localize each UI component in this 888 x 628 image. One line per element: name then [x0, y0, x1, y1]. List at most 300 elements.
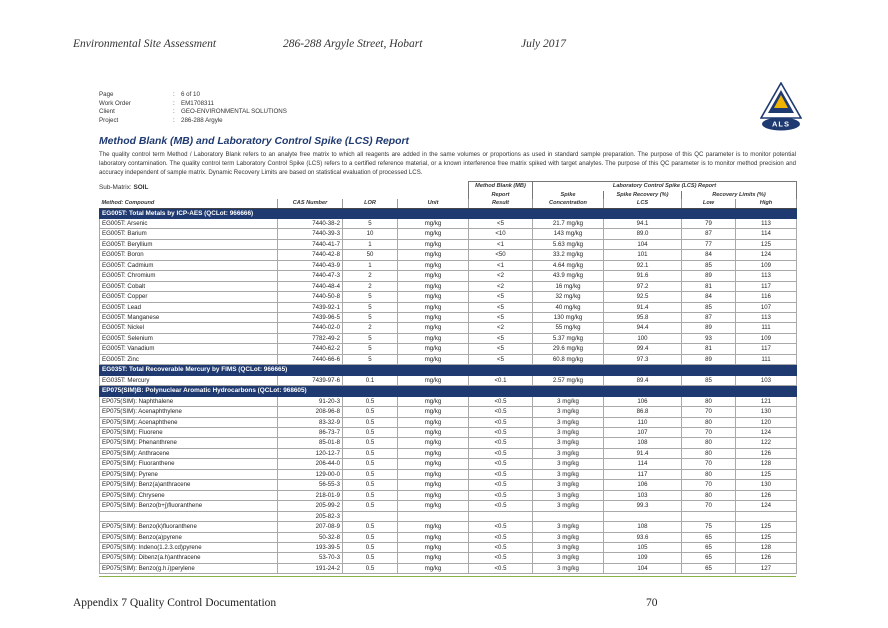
lor-cell: 50 [343, 250, 398, 260]
lcs-recovery-cell: 86.8 [604, 407, 682, 417]
limit-high-cell: 125 [736, 532, 797, 542]
column-header: LCS [604, 199, 682, 208]
lor-cell: 0.5 [343, 553, 398, 563]
spike-concentration-cell: 5.37 mg/kg [533, 333, 604, 343]
table-row [100, 218, 797, 228]
limit-high-cell: 130 [736, 407, 797, 417]
limit-low-cell: 84 [682, 250, 736, 260]
unit-cell: mg/kg [398, 250, 469, 260]
spike-concentration-cell: 32 mg/kg [533, 292, 604, 302]
unit-cell: mg/kg [398, 396, 469, 406]
lcs-recovery-cell: 97.3 [604, 354, 682, 364]
unit-cell: mg/kg [398, 553, 469, 563]
compound-cell: EG005T: Chromium [100, 271, 278, 281]
mb-result-cell: <2 [469, 271, 533, 281]
cas-number-cell: 205-82-3 [278, 511, 343, 521]
lor-cell: 0.5 [343, 417, 398, 427]
limit-high-cell: 113 [736, 313, 797, 323]
table-subgroup-header-row [100, 191, 797, 200]
table-row [100, 292, 797, 302]
limit-high-cell: 126 [736, 553, 797, 563]
unit-cell: mg/kg [398, 281, 469, 291]
limit-low-cell: 89 [682, 271, 736, 281]
lor-cell: 1 [343, 260, 398, 270]
unit-cell: mg/kg [398, 448, 469, 458]
limit-high-cell: 116 [736, 292, 797, 302]
table-row [100, 281, 797, 291]
mb-result-cell: <5 [469, 292, 533, 302]
limit-high-cell [736, 511, 797, 521]
column-header: Unit [398, 199, 469, 208]
lcs-recovery-cell: 108 [604, 522, 682, 532]
section-title: EG005T: Total Metals by ICP-AES (QCLot: 966666) [100, 208, 797, 218]
spike-concentration-cell: 3 mg/kg [533, 396, 604, 406]
lcs-recovery-cell: 95.8 [604, 313, 682, 323]
limit-low-cell: 70 [682, 407, 736, 417]
table-group-header-row [100, 182, 797, 191]
spike-concentration-cell: 3 mg/kg [533, 469, 604, 479]
lcs-recovery-cell: 108 [604, 438, 682, 448]
mb-result-cell: <0.5 [469, 417, 533, 427]
compound-cell: EG005T: Cobalt [100, 281, 278, 291]
mb-result-cell: <0.5 [469, 490, 533, 500]
mb-result-cell: <0.5 [469, 459, 533, 469]
cas-number-cell: 56-55-3 [278, 480, 343, 490]
spike-concentration-cell: 3 mg/kg [533, 417, 604, 427]
limit-high-cell: 111 [736, 354, 797, 364]
spike-concentration-cell: 3 mg/kg [533, 532, 604, 542]
compound-cell: EG005T: Arsenic [100, 218, 278, 228]
unit-cell: mg/kg [398, 302, 469, 312]
cas-number-cell: 7440-41-7 [278, 239, 343, 249]
table-row [100, 396, 797, 406]
cas-number-cell: 7440-62-2 [278, 344, 343, 354]
spike-concentration-cell: 3 mg/kg [533, 448, 604, 458]
table-row [100, 522, 797, 532]
table-row [100, 239, 797, 249]
group-header-method-blank: Method Blank (MB) [469, 182, 533, 191]
header-report-name: Environmental Site Assessment [73, 38, 217, 50]
section-header-row [100, 365, 797, 375]
mb-result-cell: <5 [469, 344, 533, 354]
limit-high-cell: 130 [736, 480, 797, 490]
table-row [100, 553, 797, 563]
mb-result-cell: <50 [469, 250, 533, 260]
spike-concentration-cell: 3 mg/kg [533, 501, 604, 511]
table-row [100, 469, 797, 479]
unit-cell: mg/kg [398, 354, 469, 364]
limit-high-cell: 103 [736, 375, 797, 385]
table-row [100, 428, 797, 438]
lcs-recovery-cell: 106 [604, 480, 682, 490]
column-header: LOR [343, 199, 398, 208]
unit-cell: mg/kg [398, 417, 469, 427]
lcs-recovery-cell: 104 [604, 563, 682, 573]
lcs-recovery-cell: 104 [604, 239, 682, 249]
limit-low-cell: 80 [682, 396, 736, 406]
qc-table-body [100, 208, 797, 574]
cas-number-cell: 7440-47-3 [278, 271, 343, 281]
limit-low-cell: 70 [682, 459, 736, 469]
mb-result-cell: <0.5 [469, 553, 533, 563]
lcs-recovery-cell: 97.2 [604, 281, 682, 291]
footer-page-number: 70 [646, 597, 658, 609]
compound-cell: EP075(SIM): Benzo(g.h.i)perylene [100, 563, 278, 573]
unit-cell: mg/kg [398, 239, 469, 249]
mb-result-cell: <0.5 [469, 543, 533, 553]
unit-cell: mg/kg [398, 522, 469, 532]
table-row [100, 333, 797, 343]
compound-cell: EP075(SIM): Benzo(a)pyrene [100, 532, 278, 542]
section-title: EG035T: Total Recoverable Mercury by FIMS (QCLot: 966665) [100, 365, 797, 375]
lor-cell: 0.5 [343, 480, 398, 490]
compound-cell: EP075(SIM): Anthracene [100, 448, 278, 458]
unit-cell: mg/kg [398, 563, 469, 573]
mb-result-cell: <0.5 [469, 532, 533, 542]
compound-cell: EP075(SIM): Benzo(b+j)fluoranthene [100, 501, 278, 511]
cas-number-cell: 7439-96-5 [278, 313, 343, 323]
lor-cell: 5 [343, 333, 398, 343]
limit-high-cell: 128 [736, 543, 797, 553]
spike-concentration-cell: 130 mg/kg [533, 313, 604, 323]
meta-value: EM1708311 [181, 99, 214, 107]
unit-cell: mg/kg [398, 271, 469, 281]
limit-low-cell: 87 [682, 229, 736, 239]
spike-concentration-cell: 5.63 mg/kg [533, 239, 604, 249]
cas-number-cell: 7440-42-8 [278, 250, 343, 260]
mb-result-cell: <0.5 [469, 469, 533, 479]
lor-cell: 5 [343, 218, 398, 228]
footer-rule [99, 576, 796, 577]
cas-number-cell: 7439-92-1 [278, 302, 343, 312]
mb-result-cell: <0.5 [469, 396, 533, 406]
limit-low-cell: 85 [682, 260, 736, 270]
cas-number-cell: 218-01-9 [278, 490, 343, 500]
unit-cell: mg/kg [398, 333, 469, 343]
cas-number-cell: 206-44-0 [278, 459, 343, 469]
table-row [100, 250, 797, 260]
limit-high-cell: 109 [736, 333, 797, 343]
limit-high-cell: 120 [736, 417, 797, 427]
lcs-recovery-cell: 100 [604, 333, 682, 343]
unit-cell: mg/kg [398, 344, 469, 354]
compound-cell: EP075(SIM): Pyrene [100, 469, 278, 479]
cas-number-cell: 7440-39-3 [278, 229, 343, 239]
spike-concentration-cell: 55 mg/kg [533, 323, 604, 333]
spike-concentration-cell: 60.8 mg/kg [533, 354, 604, 364]
mb-result-cell: <5 [469, 218, 533, 228]
lcs-recovery-cell: 94.1 [604, 218, 682, 228]
table-row [100, 459, 797, 469]
unit-cell: mg/kg [398, 428, 469, 438]
lcs-recovery-cell: 91.6 [604, 271, 682, 281]
limit-high-cell: 125 [736, 522, 797, 532]
limit-high-cell: 114 [736, 229, 797, 239]
spike-concentration-cell: 4.64 mg/kg [533, 260, 604, 270]
intro-paragraph: The quality control term Method / Laboratory Blank refers to an analyte free matrix to which all reagents are added in the same volumes or proportions as used in standard sample preparation. The purpose of this QC parameter is to monitor potential laboratory contamination. The quality control term Laboratory Control Spike (LCS) refers to a certified reference material, or a known interference free matrix spiked with target analytes. The purpose of this QC parameter is to monitor method precision and accuracy independent of sample matrix. Dynamic Recovery Limits are based on statistical evaluation of processed LCS. [99, 151, 796, 176]
lor-cell: 0.5 [343, 428, 398, 438]
cas-number-cell: 7440-66-6 [278, 354, 343, 364]
lcs-recovery-cell: 109 [604, 553, 682, 563]
spike-concentration-cell: 3 mg/kg [533, 428, 604, 438]
lor-cell: 2 [343, 271, 398, 281]
cas-number-cell: 208-96-8 [278, 407, 343, 417]
cas-number-cell: 129-00-0 [278, 469, 343, 479]
compound-cell: EP075(SIM): Naphthalene [100, 396, 278, 406]
limit-low-cell: 80 [682, 469, 736, 479]
sub-matrix-value: SOIL [133, 184, 149, 191]
section-title: EP075(SIM)B: Polynuclear Aromatic Hydrocarbons (QCLot: 968605) [100, 386, 797, 396]
lor-cell: 5 [343, 302, 398, 312]
cas-number-cell: 7439-97-6 [278, 375, 343, 385]
unit-cell: mg/kg [398, 469, 469, 479]
table-column-header-row [100, 199, 797, 208]
spike-concentration-cell: 43.9 mg/kg [533, 271, 604, 281]
mb-result-cell: <5 [469, 333, 533, 343]
spike-concentration-cell: 3 mg/kg [533, 553, 604, 563]
column-header: Concentration [533, 199, 604, 208]
limit-high-cell: 113 [736, 271, 797, 281]
lcs-recovery-cell: 114 [604, 459, 682, 469]
compound-cell [100, 511, 278, 521]
subgroup-header-spike: Spike [533, 191, 604, 200]
meta-row-project: Project : 286-288 Argyle [99, 116, 223, 124]
limit-high-cell: 126 [736, 448, 797, 458]
compound-cell: EP075(SIM): Acenaphthylene [100, 407, 278, 417]
lor-cell: 0.5 [343, 469, 398, 479]
compound-cell: EG005T: Zinc [100, 354, 278, 364]
lor-cell: 0.5 [343, 501, 398, 511]
spike-concentration-cell: 143 mg/kg [533, 229, 604, 239]
meta-label: Project [99, 116, 119, 124]
lor-cell: 0.5 [343, 407, 398, 417]
compound-cell: EP075(SIM): Indeno(1.2.3.cd)pyrene [100, 543, 278, 553]
cas-number-cell: 191-24-2 [278, 563, 343, 573]
unit-cell: mg/kg [398, 313, 469, 323]
mb-result-cell: <0.1 [469, 375, 533, 385]
spike-concentration-cell: 3 mg/kg [533, 480, 604, 490]
limit-low-cell: 70 [682, 480, 736, 490]
table-row [100, 438, 797, 448]
lcs-recovery-cell: 89.0 [604, 229, 682, 239]
report-title: Method Blank (MB) and Laboratory Control Spike (LCS) Report [99, 136, 409, 147]
compound-cell: EG005T: Nickel [100, 323, 278, 333]
table-row [100, 344, 797, 354]
mb-result-cell: <2 [469, 323, 533, 333]
table-row [100, 354, 797, 364]
limit-low-cell: 87 [682, 313, 736, 323]
mb-result-cell: <0.5 [469, 438, 533, 448]
spike-concentration-cell: 21.7 mg/kg [533, 218, 604, 228]
compound-cell: EG005T: Beryllium [100, 239, 278, 249]
unit-cell: mg/kg [398, 292, 469, 302]
table-row [100, 407, 797, 417]
lor-cell: 0.5 [343, 532, 398, 542]
lor-cell: 0.5 [343, 522, 398, 532]
mb-result-cell: <2 [469, 281, 533, 291]
limit-low-cell: 65 [682, 543, 736, 553]
spike-concentration-cell: 3 mg/kg [533, 459, 604, 469]
section-header-row [100, 208, 797, 218]
spike-concentration-cell: 3 mg/kg [533, 563, 604, 573]
compound-cell: EP075(SIM): Chrysene [100, 490, 278, 500]
table-row [100, 417, 797, 427]
limit-high-cell: 121 [736, 396, 797, 406]
compound-cell: EG035T: Mercury [100, 375, 278, 385]
table-row [100, 375, 797, 385]
table-row [100, 260, 797, 270]
meta-label: Work Order [99, 99, 131, 107]
cas-number-cell: 50-32-8 [278, 532, 343, 542]
sub-matrix-label: Sub-Matrix: [99, 184, 132, 191]
compound-cell: EP075(SIM): Benzo(k)fluoranthene [100, 522, 278, 532]
limit-high-cell: 125 [736, 239, 797, 249]
lcs-recovery-cell: 94.4 [604, 323, 682, 333]
limit-high-cell: 122 [736, 438, 797, 448]
lor-cell [343, 511, 398, 521]
limit-high-cell: 124 [736, 501, 797, 511]
unit-cell: mg/kg [398, 438, 469, 448]
limit-low-cell: 81 [682, 344, 736, 354]
unit-cell: mg/kg [398, 480, 469, 490]
compound-cell: EP075(SIM): Fluorene [100, 428, 278, 438]
meta-value: 286-288 Argyle [181, 116, 223, 124]
limit-low-cell: 80 [682, 438, 736, 448]
table-row [100, 563, 797, 573]
limit-low-cell: 70 [682, 428, 736, 438]
spike-concentration-cell: 40 mg/kg [533, 302, 604, 312]
limit-low-cell: 80 [682, 490, 736, 500]
lcs-recovery-cell: 92.1 [604, 260, 682, 270]
cas-number-cell: 193-39-5 [278, 543, 343, 553]
compound-cell: EG005T: Barium [100, 229, 278, 239]
cas-number-cell: 86-73-7 [278, 428, 343, 438]
unit-cell [398, 511, 469, 521]
limit-low-cell: 70 [682, 501, 736, 511]
mb-result-cell: <5 [469, 302, 533, 312]
lcs-recovery-cell: 91.4 [604, 302, 682, 312]
compound-cell: EG005T: Copper [100, 292, 278, 302]
footer-appendix-title: Appendix 7 Quality Control Documentation [73, 597, 277, 609]
limit-high-cell: 109 [736, 260, 797, 270]
compound-cell: EG005T: Boron [100, 250, 278, 260]
cas-number-cell: 7440-38-2 [278, 218, 343, 228]
spike-concentration-cell: 33.2 mg/kg [533, 250, 604, 260]
lcs-recovery-cell: 117 [604, 469, 682, 479]
lcs-recovery-cell: 99.4 [604, 344, 682, 354]
cas-number-cell: 7440-43-9 [278, 260, 343, 270]
mb-result-cell: <5 [469, 354, 533, 364]
page-header [73, 38, 833, 54]
limit-low-cell: 80 [682, 448, 736, 458]
unit-cell: mg/kg [398, 218, 469, 228]
table-row [100, 532, 797, 542]
lor-cell: 0.5 [343, 543, 398, 553]
subgroup-header-spike-recovery: Spike Recovery (%) [604, 191, 682, 200]
lor-cell: 2 [343, 323, 398, 333]
limit-high-cell: 107 [736, 302, 797, 312]
table-row [100, 302, 797, 312]
header-site-address: 286-288 Argyle Street, Hobart [283, 38, 423, 50]
meta-row-client: Client : GEO-ENVIRONMENTAL SOLUTIONS [99, 108, 287, 116]
unit-cell: mg/kg [398, 375, 469, 385]
mb-result-cell: <0.5 [469, 407, 533, 417]
limit-low-cell: 75 [682, 522, 736, 532]
cas-number-cell: 120-12-7 [278, 448, 343, 458]
lor-cell: 0.5 [343, 459, 398, 469]
limit-low-cell: 89 [682, 354, 736, 364]
cas-number-cell: 205-99-2 [278, 501, 343, 511]
mb-result-cell: <0.5 [469, 448, 533, 458]
limit-high-cell: 117 [736, 344, 797, 354]
unit-cell: mg/kg [398, 323, 469, 333]
cas-number-cell: 7440-48-4 [278, 281, 343, 291]
spike-concentration-cell [533, 511, 604, 521]
spike-concentration-cell: 3 mg/kg [533, 490, 604, 500]
limit-low-cell: 80 [682, 417, 736, 427]
unit-cell: mg/kg [398, 229, 469, 239]
cas-number-cell: 85-01-8 [278, 438, 343, 448]
lcs-recovery-cell: 101 [604, 250, 682, 260]
spike-concentration-cell: 3 mg/kg [533, 438, 604, 448]
limit-low-cell: 81 [682, 281, 736, 291]
compound-cell: EP075(SIM): Benz(a)anthracene [100, 480, 278, 490]
lcs-recovery-cell: 107 [604, 428, 682, 438]
table-row [100, 543, 797, 553]
lor-cell: 0.1 [343, 375, 398, 385]
limit-low-cell: 89 [682, 323, 736, 333]
spike-concentration-cell: 3 mg/kg [533, 522, 604, 532]
lor-cell: 5 [343, 313, 398, 323]
column-header: Result [469, 199, 533, 208]
logo-text: ALS [772, 119, 790, 129]
limit-low-cell: 65 [682, 532, 736, 542]
unit-cell: mg/kg [398, 543, 469, 553]
lcs-recovery-cell: 93.6 [604, 532, 682, 542]
subgroup-header-recovery-limits: Recovery Limits (%) [682, 191, 797, 200]
table-row [100, 448, 797, 458]
unit-cell: mg/kg [398, 501, 469, 511]
compound-cell: EG005T: Manganese [100, 313, 278, 323]
lor-cell: 5 [343, 354, 398, 364]
mb-result-cell: <0.5 [469, 522, 533, 532]
lor-cell: 5 [343, 292, 398, 302]
lor-cell: 2 [343, 281, 398, 291]
lcs-recovery-cell: 92.5 [604, 292, 682, 302]
section-header-row [100, 386, 797, 396]
mb-result-cell: <1 [469, 239, 533, 249]
limit-high-cell: 124 [736, 250, 797, 260]
table-row [100, 323, 797, 333]
compound-cell: EP075(SIM): Fluoranthene [100, 459, 278, 469]
compound-cell: EP075(SIM): Dibenz(a.h)anthracene [100, 553, 278, 563]
limit-high-cell: 117 [736, 281, 797, 291]
limit-low-cell: 65 [682, 563, 736, 573]
spike-concentration-cell: 16 mg/kg [533, 281, 604, 291]
spike-concentration-cell: 29.6 mg/kg [533, 344, 604, 354]
report-metadata [99, 91, 287, 125]
mb-result-cell: <0.5 [469, 563, 533, 573]
mb-result-cell: <0.5 [469, 428, 533, 438]
spike-concentration-cell: 2.57 mg/kg [533, 375, 604, 385]
limit-high-cell: 124 [736, 428, 797, 438]
compound-cell: EG005T: Selenium [100, 333, 278, 343]
lor-cell: 0.5 [343, 448, 398, 458]
lcs-recovery-cell: 91.4 [604, 448, 682, 458]
compound-cell: EG005T: Cadmium [100, 260, 278, 270]
lcs-recovery-cell: 110 [604, 417, 682, 427]
cas-number-cell: 83-32-9 [278, 417, 343, 427]
